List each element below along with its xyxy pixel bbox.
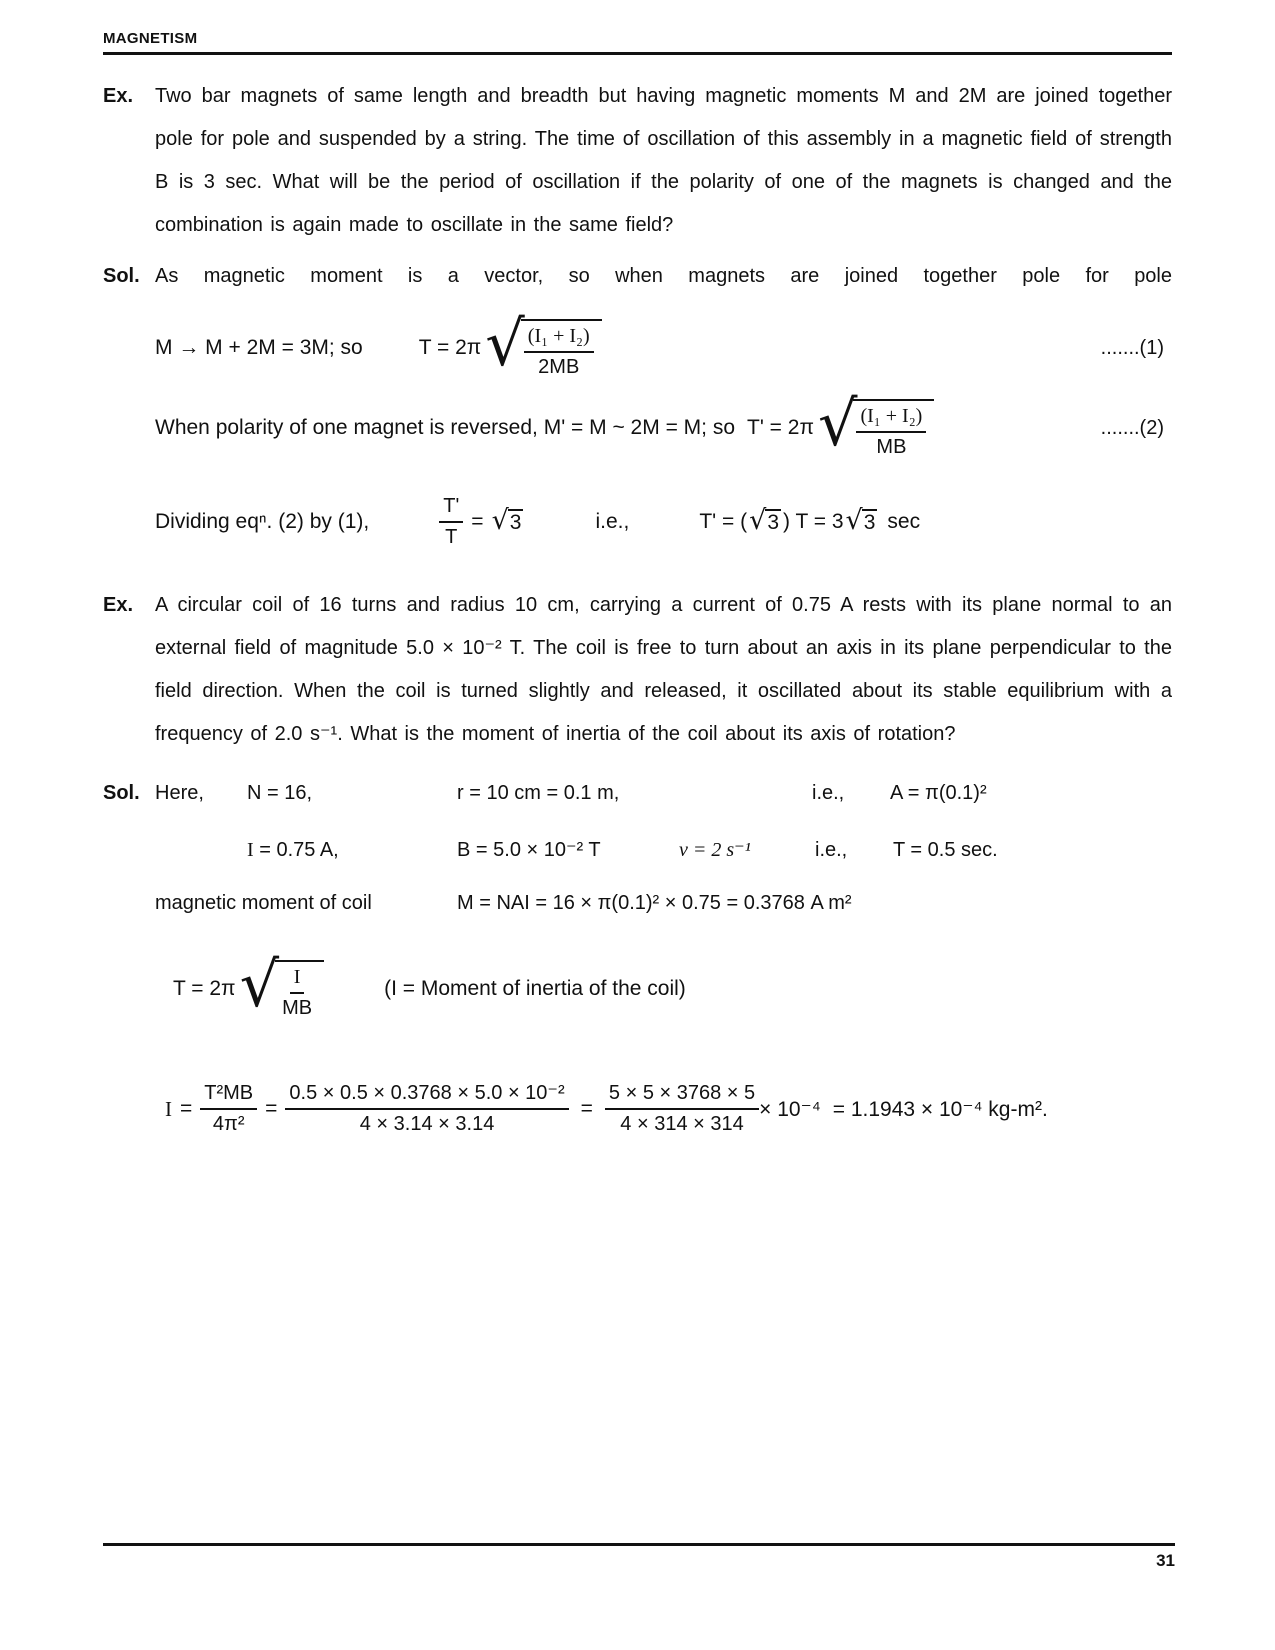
equation-3	[155, 494, 1172, 550]
radicand	[275, 960, 324, 1021]
value-r: r = 10 cm = 0.1 m,	[457, 782, 620, 804]
fraction	[285, 1081, 568, 1137]
solution-2-label: Sol.	[103, 782, 140, 804]
value-a: A = π(0.1)²	[890, 782, 987, 804]
current-value: = 0.75 A,	[253, 839, 339, 861]
example-2	[103, 584, 1172, 756]
example-1-text: Two bar magnets of same length and breadth but having magnetic moments M and 2M are joined together pole for pole and suspended by a string. The time of oscillation of this assembly in a magnetic field of strength B is 3 sec. What will be the period of oscillation if the polarity of one of the magnets is changed and the combination is again made to oscillate in the same field?	[155, 85, 1172, 236]
equation-3-rhs-mid: ) T = 3	[783, 510, 844, 533]
equation-2-number: .......(2)	[1100, 416, 1164, 439]
fraction	[278, 965, 316, 1021]
example-2-text: A circular coil of 16 turns and radius 10 cm, carrying a current of 0.75 A rests with its plane normal to an external field of magnitude 5.0 × 10⁻² T. The coil is free to turn about an axis in its plane perpendicular to the field direction. When the coil is turned slightly and released, it oscillated about its stable equilibrium with a frequency of 2.0 s⁻¹. What is the moment of inertia of the coil about its axis of rotation?	[155, 594, 1172, 745]
equation-2-lhs: When polarity of one magnet is reversed, M' = M ~ 2M = M; so	[155, 416, 736, 439]
example-2-label: Ex.	[103, 594, 134, 616]
radical-sign-icon: √	[239, 948, 280, 1021]
fraction-numerator: 0.5 × 0.5 × 0.3768 × 5.0 × 10⁻²	[285, 1081, 568, 1110]
current-symbol: I	[247, 839, 254, 861]
radicand	[521, 319, 602, 380]
fraction	[200, 1081, 257, 1137]
value-i	[247, 829, 457, 872]
fraction-denominator: 4π²	[212, 1113, 245, 1135]
magnetic-moment-row	[155, 882, 1172, 925]
radical-sign-icon: √	[749, 505, 767, 536]
fraction-denominator: 4 × 314 × 314	[620, 1113, 744, 1135]
equation-1-prefix: T = 2π	[418, 336, 482, 359]
fraction-denominator: MB	[282, 997, 313, 1019]
solution-1-intro: As magnetic moment is a vector, so when magnets are joined together pole for pole	[155, 265, 1172, 287]
here-label: Here,	[155, 782, 204, 804]
equals-sign: =	[471, 510, 484, 533]
fraction	[524, 324, 594, 380]
equals-sign: =	[580, 1097, 593, 1120]
ie-label: i.e.,	[812, 782, 845, 804]
fraction	[856, 404, 926, 460]
page-footer	[103, 1543, 1175, 1571]
square-root	[817, 387, 934, 460]
equation-3-lhs: Dividing eqⁿ. (2) by (1),	[155, 510, 370, 533]
fraction-denominator: T	[445, 526, 458, 548]
fraction-numerator: T'	[439, 494, 463, 523]
example-1	[103, 75, 1172, 247]
radical-sign-icon: √	[845, 505, 863, 536]
given-values-row-1	[155, 772, 1172, 815]
fraction-numerator: (I₁ + I₂)	[856, 404, 926, 433]
power-factor: × 10⁻⁴	[759, 1097, 821, 1121]
solution-2-body	[155, 772, 1172, 925]
equation-5-result: = 1.1943 × 10⁻⁴ kg-m².	[832, 1097, 1048, 1121]
equals-sign: =	[265, 1097, 278, 1120]
radicand: 3	[509, 511, 522, 534]
page-title: MAGNETISM	[103, 30, 198, 47]
radicand: 3	[863, 511, 876, 534]
value-b: B = 5.0 × 10⁻² T	[457, 839, 601, 861]
radical-sign-icon: √	[485, 307, 525, 380]
fraction	[439, 494, 463, 550]
square-root	[239, 948, 325, 1021]
equation-2-prefix: T' = 2π	[747, 416, 814, 439]
equation-1-number: .......(1)	[1100, 336, 1164, 359]
inertia-symbol: I	[165, 1096, 172, 1121]
fraction-denominator: 4 × 3.14 × 3.14	[359, 1113, 495, 1135]
radicand: 3	[767, 511, 779, 534]
value-n: N = 16,	[247, 782, 313, 804]
square-root	[491, 505, 524, 536]
solution-1-label: Sol.	[103, 265, 140, 287]
equation-4-prefix: T = 2π	[173, 977, 236, 1000]
ie-label: i.e.,	[595, 510, 630, 533]
square-root	[749, 505, 781, 536]
equation-4	[173, 948, 1172, 1021]
radical-sign-icon: √	[817, 387, 858, 460]
solution-1	[103, 255, 1172, 298]
example-1-label: Ex.	[103, 85, 134, 107]
radicand	[853, 399, 934, 460]
unit-label: sec	[887, 510, 921, 533]
square-root	[485, 307, 601, 380]
footer-rule	[103, 1543, 1175, 1546]
equation-3-rhs-start: T' = (	[699, 510, 748, 533]
solution-2	[103, 772, 1172, 925]
fraction-denominator: 2MB	[538, 356, 580, 378]
equation-4-note: (I = Moment of inertia of the coil)	[384, 977, 686, 1000]
fraction-numerator: 5 × 5 × 3768 × 5	[605, 1081, 759, 1110]
page-header	[103, 30, 1172, 55]
equation-5	[165, 1081, 1172, 1137]
value-t: T = 0.5 sec.	[893, 839, 998, 861]
magnetic-moment-label: magnetic moment of coil	[155, 892, 372, 914]
header-rule	[103, 52, 1172, 55]
fraction-numerator: (I₁ + I₂)	[524, 324, 594, 353]
magnetic-moment-value: M = NAI = 16 × π(0.1)² × 0.75 = 0.3768 A m²	[457, 892, 852, 914]
equals-sign: =	[180, 1097, 193, 1120]
square-root	[845, 505, 878, 536]
fraction	[605, 1081, 759, 1137]
fraction-numerator: I	[290, 965, 305, 994]
fraction-numerator: T²MB	[200, 1081, 257, 1110]
page-number: 31	[1156, 1551, 1175, 1570]
equation-1-lhs: M → M + 2M = 3M; so	[155, 336, 363, 359]
given-values-row-2	[155, 829, 1172, 872]
ie-label: i.e.,	[815, 839, 848, 861]
equation-2	[155, 387, 1172, 460]
value-frequency: ν = 2 s⁻¹	[679, 839, 751, 861]
radical-sign-icon: √	[491, 505, 509, 536]
spacer	[155, 829, 247, 872]
fraction-denominator: MB	[876, 436, 907, 458]
equation-1	[155, 307, 1172, 380]
